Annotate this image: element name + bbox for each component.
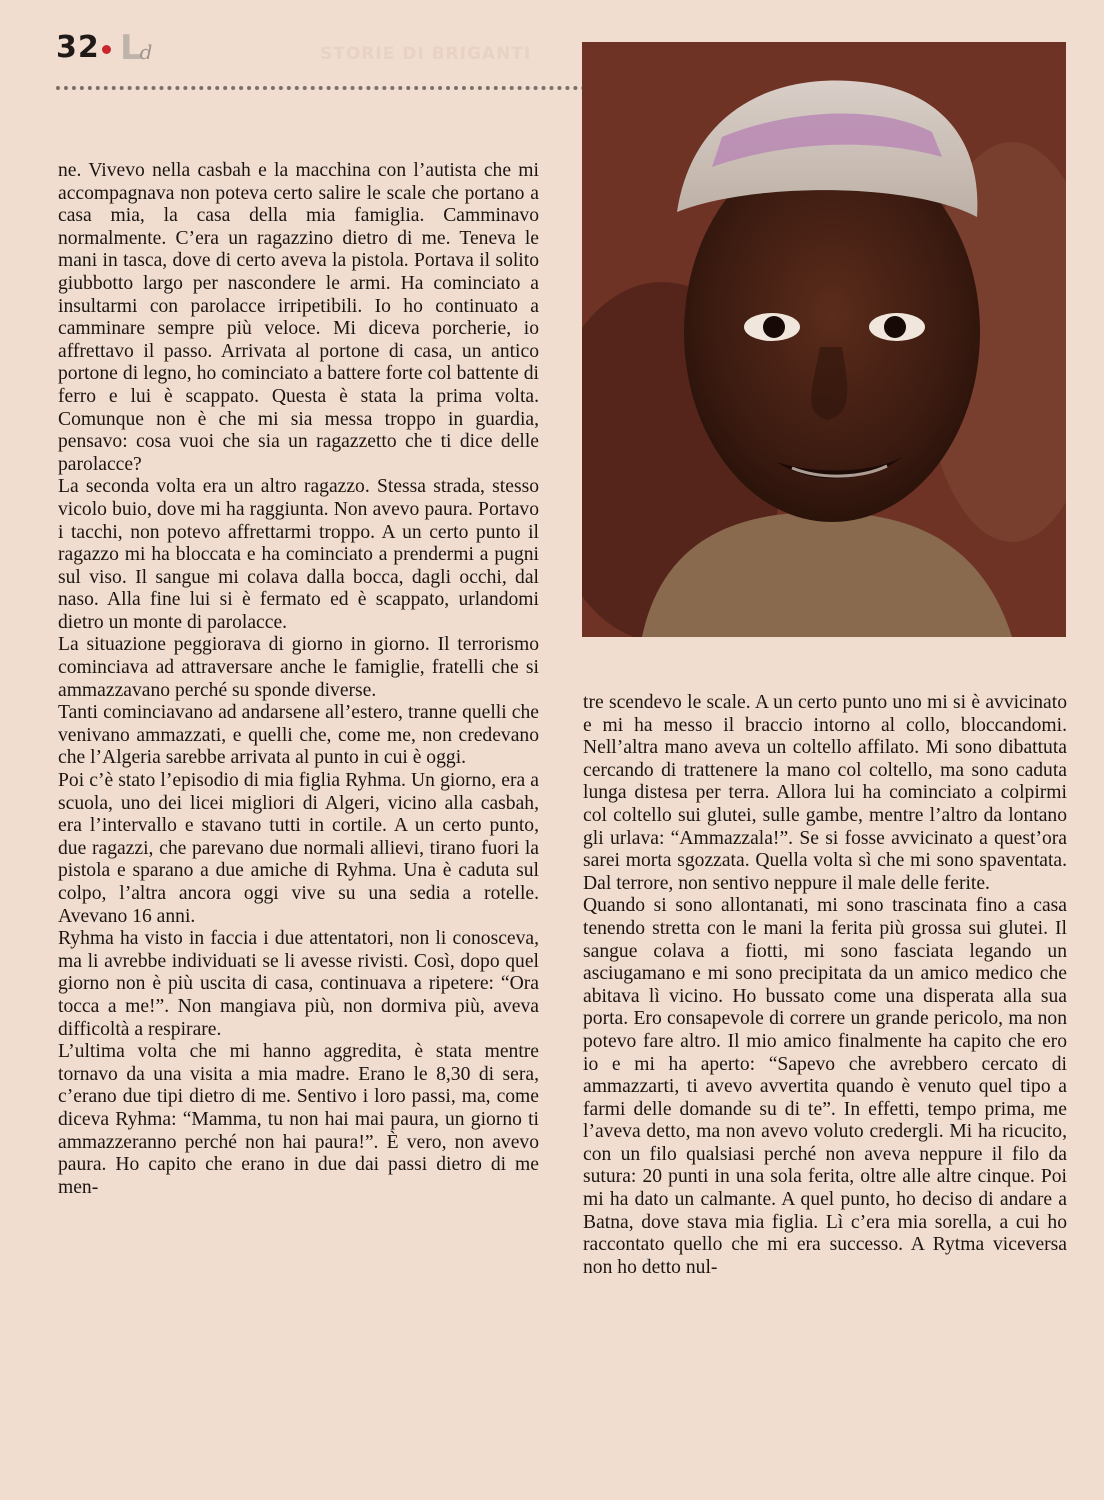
logo-letter: L [120, 28, 142, 68]
paragraph: Ryhma ha visto in faccia i due attentatori, non li conosceva, ma li avrebbe individuati se li avesse rivisti. Così, dopo quel giorno non è più uscita di casa, continuava a ripetere: “Ora tocca a me!”. Non mangiava più, non dormiva più, aveva difficoltà a respirare. [58, 928, 539, 1040]
paragraph: tre scendevo le scale. A un certo punto uno mi si è avvicinato e mi ha messo il braccio intorno al collo, bloccandomi. Nell’altra mano aveva un coltello affilato. Mi sono dibattuta cercando di trattenere la mano col coltello, ma sono caduta lunga distesa per terra. Allora lui ha cominciato a colpirmi col coltello sui glutei, sulle gambe, mentre l’altro da lontano gli urlava: “Ammazzala!”. Se si fosse avvicinato a quest’ora sarei morta sgozzata. Quella volta sì che mi sono spaventata. Dal terrore, non sentivo neppure il male delle ferite. [583, 692, 1067, 894]
page-number: 32 [56, 30, 100, 65]
paragraph: Tanti cominciavano ad andarsene all’estero, tranne quelli che venivano ammazzati, e quelli che, come me, non credevano che l’Algeria sarebbe arrivata al punto in cui è oggi. [58, 702, 539, 769]
magazine-logo [120, 28, 152, 68]
portrait-illustration [582, 42, 1066, 637]
paragraph: ne. Vivevo nella casbah e la macchina con l’autista che mi accompagnava non poteva certo salire le scale che portano a casa mia, la casa della mia famiglia. Camminavo normalmente. C’era un ragazzino dietro di me. Teneva le mani in tasca, dove di certo aveva la pistola. Portava il solito giubbotto largo per nascondere le armi. Ha cominciato a insultarmi con parolacce irripetibili. Io ho continuato a camminare sempre più veloce. Mi diceva porcherie, io affrettavo il passo. Arrivata al portone di casa, un antico portone di legno, ho cominciato a battere forte col battente di ferro e lui è scappato. Questa è stata la prima volta. Comunque non è che mi sia messa troppo in guardia, pensavo: cosa vuoi che sia un ragazzetto che ti dice delle parolacce? [58, 160, 539, 475]
paragraph: La seconda volta era un altro ragazzo. Stessa strada, stesso vicolo buio, dove mi ha raggiunta. Non avevo paura. Portavo i tacchi, non potevo affrettarmi troppo. A un certo punto il ragazzo mi ha bloccata e ha cominciato a prendermi a pugni sul viso. Il sangue mi colava dalla bocca, dagli occhi, dal naso. Alla fine lui si è fermato ed è scappato, urlandomi dietro un monte di parolacce. [58, 476, 539, 633]
paragraph: Quando si sono allontanati, mi sono trascinata fino a casa tenendo stretta con le mani la ferita più grossa sui glutei. Il sangue colava a fiotti, mi sono fasciata legando un asciugamano e mi sono precipitata da un amico medico che abitava lì vicino. Ho bussato come una disperata alla sua porta. Ero consapevole di correre un grande pericolo, ma non potevo fare altro. Il mio amico finalmente ha capito che ero io e mi ha aperto: “Sapevo che avrebbero cercato di ammazzarti, ti avevo avvertita quando è venuto quel tipo a farmi delle domande su di te”. In effetti, tempo prima, me l’aveva detto, ma non avevo voluto credergli. Mi ha ricucito, con un filo qualsiasi perché non aveva neppure il filo da sutura: 20 punti in una sola ferita, oltre alle altre cinque. Poi mi ha dato un calmante. A quel punto, ho deciso di andare a Batna, dove stava mia figlia. Lì c’era mia sorella, a cui ho raccontato quello che mi era successo. A Rytma viceversa non ho detto nul- [583, 895, 1067, 1278]
article-column-right [583, 692, 1067, 1279]
paragraph: La situazione peggiorava di giorno in giorno. Il terrorismo cominciava ad attraversare anche le famiglie, fratelli che si ammazzavano perché su sponde diverse. [58, 634, 539, 701]
article-column-left [58, 160, 539, 1199]
running-head: STORIE DI BRIGANTI [320, 44, 532, 64]
paragraph: L’ultima volta che mi hanno aggredita, è stata mentre tornavo da una visita a mia madre. Erano le 8,30 di sera, c’erano due tipi dietro di me. Sentivo i loro passi, ma, come diceva Ryhma: “Mamma, tu non hai mai paura, un giorno ti ammazzeranno perché non hai paura!”. È vero, non avevo paura. Ho capito che erano in due dai passi dietro di me men- [58, 1041, 539, 1198]
portrait-photo [582, 42, 1066, 637]
bullet-dot [102, 45, 111, 54]
dotted-rule [56, 86, 586, 90]
logo-small-letter: d [139, 40, 153, 64]
paragraph: Poi c’è stato l’episodio di mia figlia Ryhma. Un giorno, era a scuola, uno dei licei migliori di Algeri, vicino alla casbah, era l’intervallo e stavano tutti in cortile. A un certo punto, due ragazzi, che parevano due normali allievi, tirano fuori la pistola e sparano a due amiche di Ryhma. Una è caduta sul colpo, l’altra ancora oggi vive su una sedia a rotelle. Avevano 16 anni. [58, 770, 539, 927]
